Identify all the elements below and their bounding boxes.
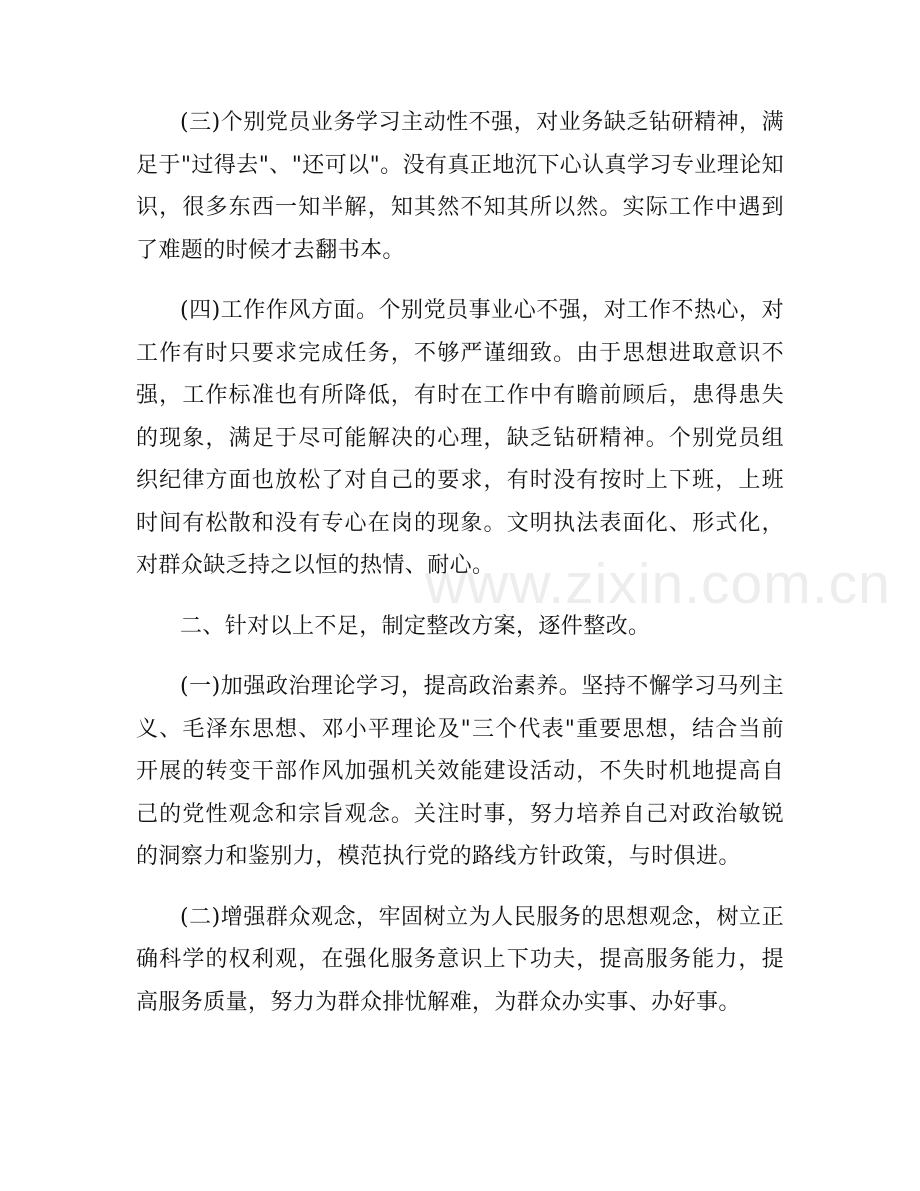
paragraph-3: 二、针对以上不足，制定整改方案，逐件整改。 bbox=[180, 613, 651, 639]
document-body bbox=[136, 102, 784, 1024]
paragraph-5: (二)增强群众观念，牢固树立为人民服务的思想观念，树立正确科学的权利观，在强化服务意识上下功夫，提高服务能力，提高服务质量，努力为群众排忧解难，为群众办实事、办好事。 bbox=[136, 904, 784, 1015]
watermark: www.zixin.com.cn bbox=[425, 552, 891, 616]
paragraph-2: (四)工作作风方面。个别党员事业心不强，对工作不热心，对工作有时只要求完成任务，不够严谨细致。由于思想进取意识不强，工作标准也有所降低，有时在工作中有瞻前顾后，患得患失的现象，满足于尽可能解决的心理，缺乏钻研精神。个别党员组织纪律方面也放松了对自己的要求，有时没有按时上下班，上班时间有松散和没有专心在岗的现象。文明执法表面化、形式化，对群众缺乏持之以恒的热情、耐心。 bbox=[136, 298, 784, 578]
paragraph-4: (一)加强政治理论学习，提高政治素养。坚持不懈学习马列主义、毛泽东思想、邓小平理论及"三个代表"重要思想，结合当前开展的转变干部作风加强机关效能建设活动，不失时机地提高自己的党性观念和宗旨观念。关注时事，努力培养自己对政治敏锐的洞察力和鉴别力，模范执行党的路线方针政策，与时俱进。 bbox=[136, 674, 784, 869]
paragraph-1: (三)个别党员业务学习主动性不强，对业务缺乏钻研精神，满足于"过得去"、"还可以"。没有真正地沉下心认真学习专业理论知识，很多东西一知半解，知其然不知其所以然。实际工作中遇到了难题的时候才去翻书本。 bbox=[136, 110, 784, 263]
